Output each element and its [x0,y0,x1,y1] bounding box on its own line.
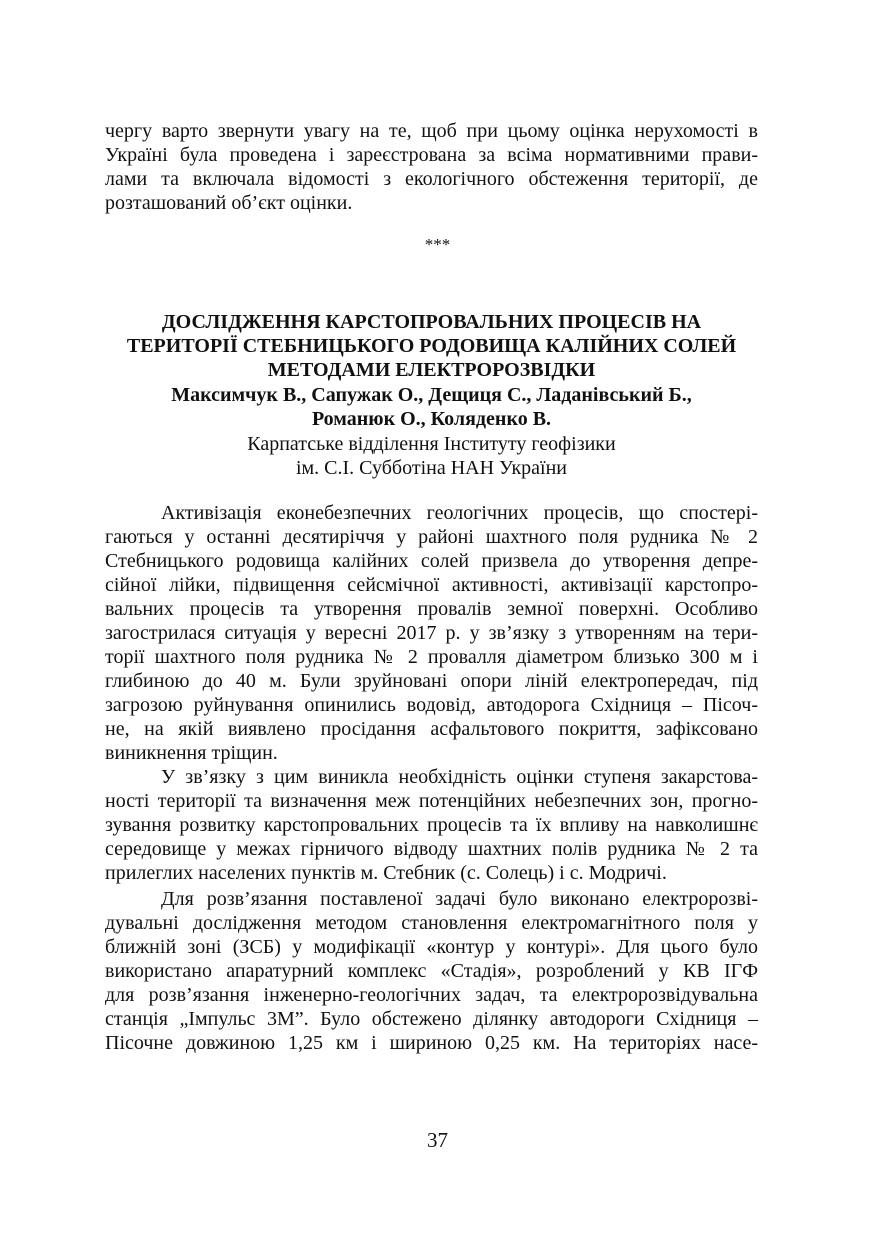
text-line: розташований об’єкт оцінки. [105,192,353,214]
text-line: глибиною до 40 м. Були зруйновані опори ліній електропередач, під [105,670,758,692]
text-line: зування розвитку карстопровальних процесів та їх впливу на навколишнє [105,814,758,836]
text-line: Стебницького родовища калійних солей призвела до утворення депре- [105,550,758,572]
text-line: загрозою руйнування опинились водовід, автодорога Східниця – Пісоч- [105,694,758,716]
text-line: Пісочне довжиною 1,25 км і шириною 0,25 км. На територіях насе- [105,1032,758,1054]
text-line: ДОСЛІДЖЕННЯ КАРСТОПРОВАЛЬНИХ ПРОЦЕСІВ НА [161,311,702,333]
article-affiliation [105,432,758,480]
text-line: МЕТОДАМИ ЕЛЕКТРОРОЗВІДКИ [267,359,596,381]
text-line: використано апаратурний комплекс «Стадія», розроблений у КВ ІГФ [105,960,758,982]
text-line: Активізація еконебезпечних геологічних процесів, що спостері- [161,502,758,524]
text-line: лами та включала відомості з екологічного обстеження території, де [105,168,758,190]
article-authors [105,383,758,431]
text-line: вальних процесів та утворення провалів земної поверхні. Особливо [105,598,758,620]
body-paragraph [105,765,758,885]
body-paragraph [105,501,758,765]
text-line: середовище у межах гірничого відводу шахтних полів рудника № 2 та [105,838,758,860]
text-line: станція „Імпульс 3М”. Було обстежено ділянку автодороги Східниця – [105,1008,758,1030]
body-paragraph [105,887,758,1055]
text-line: ім. С.І. Субботіна НАН України [295,457,568,479]
previous-paragraph [105,119,758,215]
text-line: дувальні дослідження методом становлення електромагнітного поля у [105,912,758,934]
text-line: Для розв’язання поставленої задачі було виконано електророзві- [161,888,758,910]
text-line: не, на якій виявлено просідання асфальтового покриття, зафіксовано [105,718,758,740]
text-line: загострилася ситуація у вересні 2017 р. у зв’язку з утворенням на тери- [105,622,758,644]
text-line: виникнення тріщин. [105,742,278,764]
text-line: сійної лійки, підвищення сейсмічної активності, активізації карстопро- [105,574,758,596]
text-line: прилеглих населених пунктів м. Стебник (с. Солець) і с. Модричі. [105,862,667,884]
text-line: Україні була проведена і зареєстрована за всіма нормативними прави- [105,144,758,166]
text-line: Романюк О., Коляденко В. [311,408,552,430]
text-line: Карпатське відділення Інституту геофізики [247,433,616,455]
text-line: ності території та визначення меж потенційних небезпечних зон, прогно- [105,790,758,812]
text-line: чергу варто звернути увагу на те, щоб при цьому оцінка нерухомості в [105,120,758,142]
text-line: гаються у останні десятиріччя у районі шахтного поля рудника № 2 [105,526,758,548]
section-separator: *** [424,235,451,254]
text-line: У зв’язку з цим виникла необхідність оцінки ступеня закарстова- [161,766,758,788]
text-line: для розв’язання інженерно-геологічних задач, та електророзвідувальна [105,984,758,1006]
text-line: ТЕРИТОРІЇ СТЕБНИЦЬКОГО РОДОВИЩА КАЛІЙНИХ СОЛЕЙ [126,335,737,357]
text-line: Максимчук В., Сапужак О., Дещиця С., Ладанівський Б., [171,384,692,406]
article-title [105,310,758,382]
text-line: торії шахтного поля рудника № 2 провалля діаметром близько 300 м і [105,646,758,668]
text-line: ближній зоні (ЗСБ) у модифікації «контур у контурі». Для цього було [105,936,758,958]
page-number: 37 [427,1128,448,1152]
